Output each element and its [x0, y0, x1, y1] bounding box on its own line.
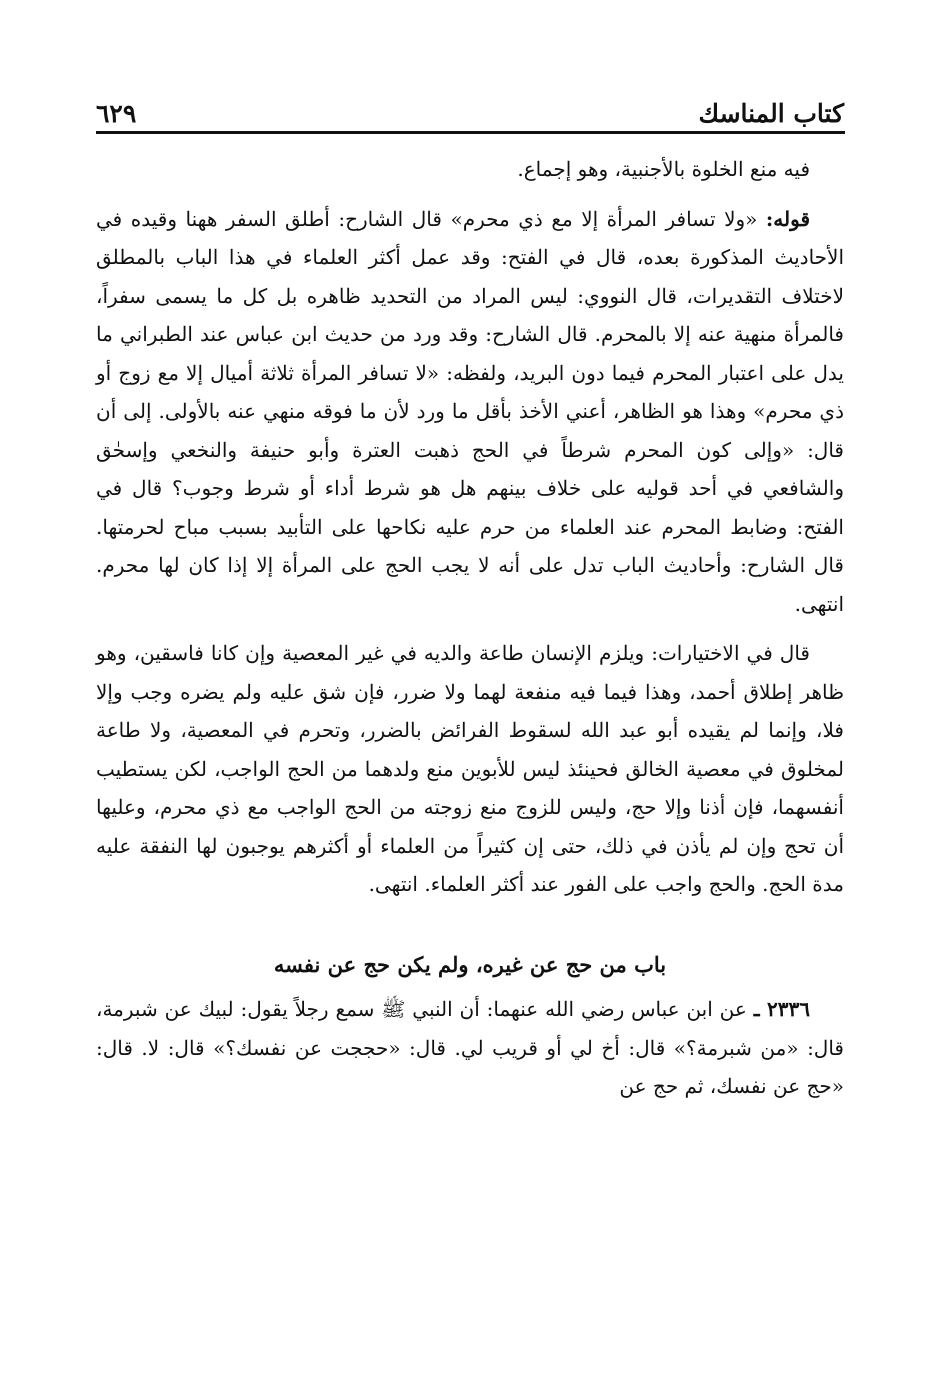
paragraph-2-lead: قوله: [765, 206, 810, 231]
page-body [96, 150, 844, 1106]
hadith-paragraph [96, 990, 844, 1106]
running-head [96, 84, 844, 128]
book-title: كتاب المناسك [698, 99, 844, 128]
header-rule [96, 131, 845, 134]
hadith-number: ٢٣٣٦ ـ [753, 997, 810, 1021]
chapter-heading: باب من حج عن غيره، ولم يكن حج عن نفسه [273, 951, 667, 977]
page-number: ٦٢٩ [96, 99, 137, 128]
paragraph-1: فيه منع الخلوة بالأجنبية، وهو إجماع. [517, 157, 810, 181]
hadith-text: عن ابن عباس رضي الله عنهما: أن النبي ﷺ سمع رجلاً يقول: لبيك عن شبرمة، قال: «من شبرمة؟» قال: أخ لي أو قريب لي. قال: «حججت عن نفسك؟» قال: لا. قال: «حج عن نفسك، ثم حج عن [96, 997, 844, 1098]
paragraph-2 [96, 200, 844, 624]
paragraph-2-text: «ولا تسافر المرأة إلا مع ذي محرم» قال الشارح: أطلق السفر ههنا وقيده في الأحاديث المذكورة بعده، قال في الفتح: وقد عمل أكثر العلماء في هذا الباب بالمطلق لاختلاف التقديرات، قال النووي: ليس المراد من التحديد ظاهره بل كل ما يسمى سفراً، فالمرأة منهية عنه إلا بالمحرم. قال الشارح: وقد ورد من حديث ابن عباس عند الطبراني ما يدل على اعتبار المحرم فيما دون البريد، ولفظه: «لا تسافر المرأة ثلاثة أميال إلا مع زوج أو ذي محرم» وهذا هو الظاهر، أعني الأخذ بأقل ما ورد لأن ما فوقه منهي عنه بالأولى. إلى أن قال: «وإلى كون المحرم شرطاً في الحج ذهبت العترة وأبو حنيفة والنخعي وإسحٰق والشافعي في أحد قوليه على خلاف بينهم هل هو شرط أداء أو شرط وجوب؟ قال في الفتح: وضابط المحرم عند العلماء من حرم عليه نكاحها على التأبيد بسبب مباح لحرمتها. قال الشارح: وأحاديث الباب تدل على أنه لا يجب الحج على المرأة إلا إذا كان لها محرم. انتهى. [96, 206, 844, 616]
paragraph-3: قال في الاختيارات: ويلزم الإنسان طاعة والديه في غير المعصية وإن كانا فاسقين، وهو ظاهر إطلاق أحمد، وهذا فيما فيه منفعة لهما ولا ضرر، فإن شق عليه ولم يضره وجب وإلا فلا، وإنما لم يقيده أبو عبد الله لسقوط الفرائض بالضرر، وتحرم في المعصية، ولا طاعة لمخلوق في معصية الخالق فحينئذ ليس للأبوين منع ولدهما من الحج الواجب، لكن يستطيب أنفسهما، فإن أذنا وإلا حج، وليس للزوج منع زوجته من الحج الواجب مع ذي محرم، وعليها أن تحج وإن لم يأذن في ذلك، حتى إن كثيراً من العلماء أو أكثرهم يوجبون لها النفقة عليه مدة الحج. والحج واجب على الفور عند أكثر العلماء. انتهى. [96, 641, 844, 896]
